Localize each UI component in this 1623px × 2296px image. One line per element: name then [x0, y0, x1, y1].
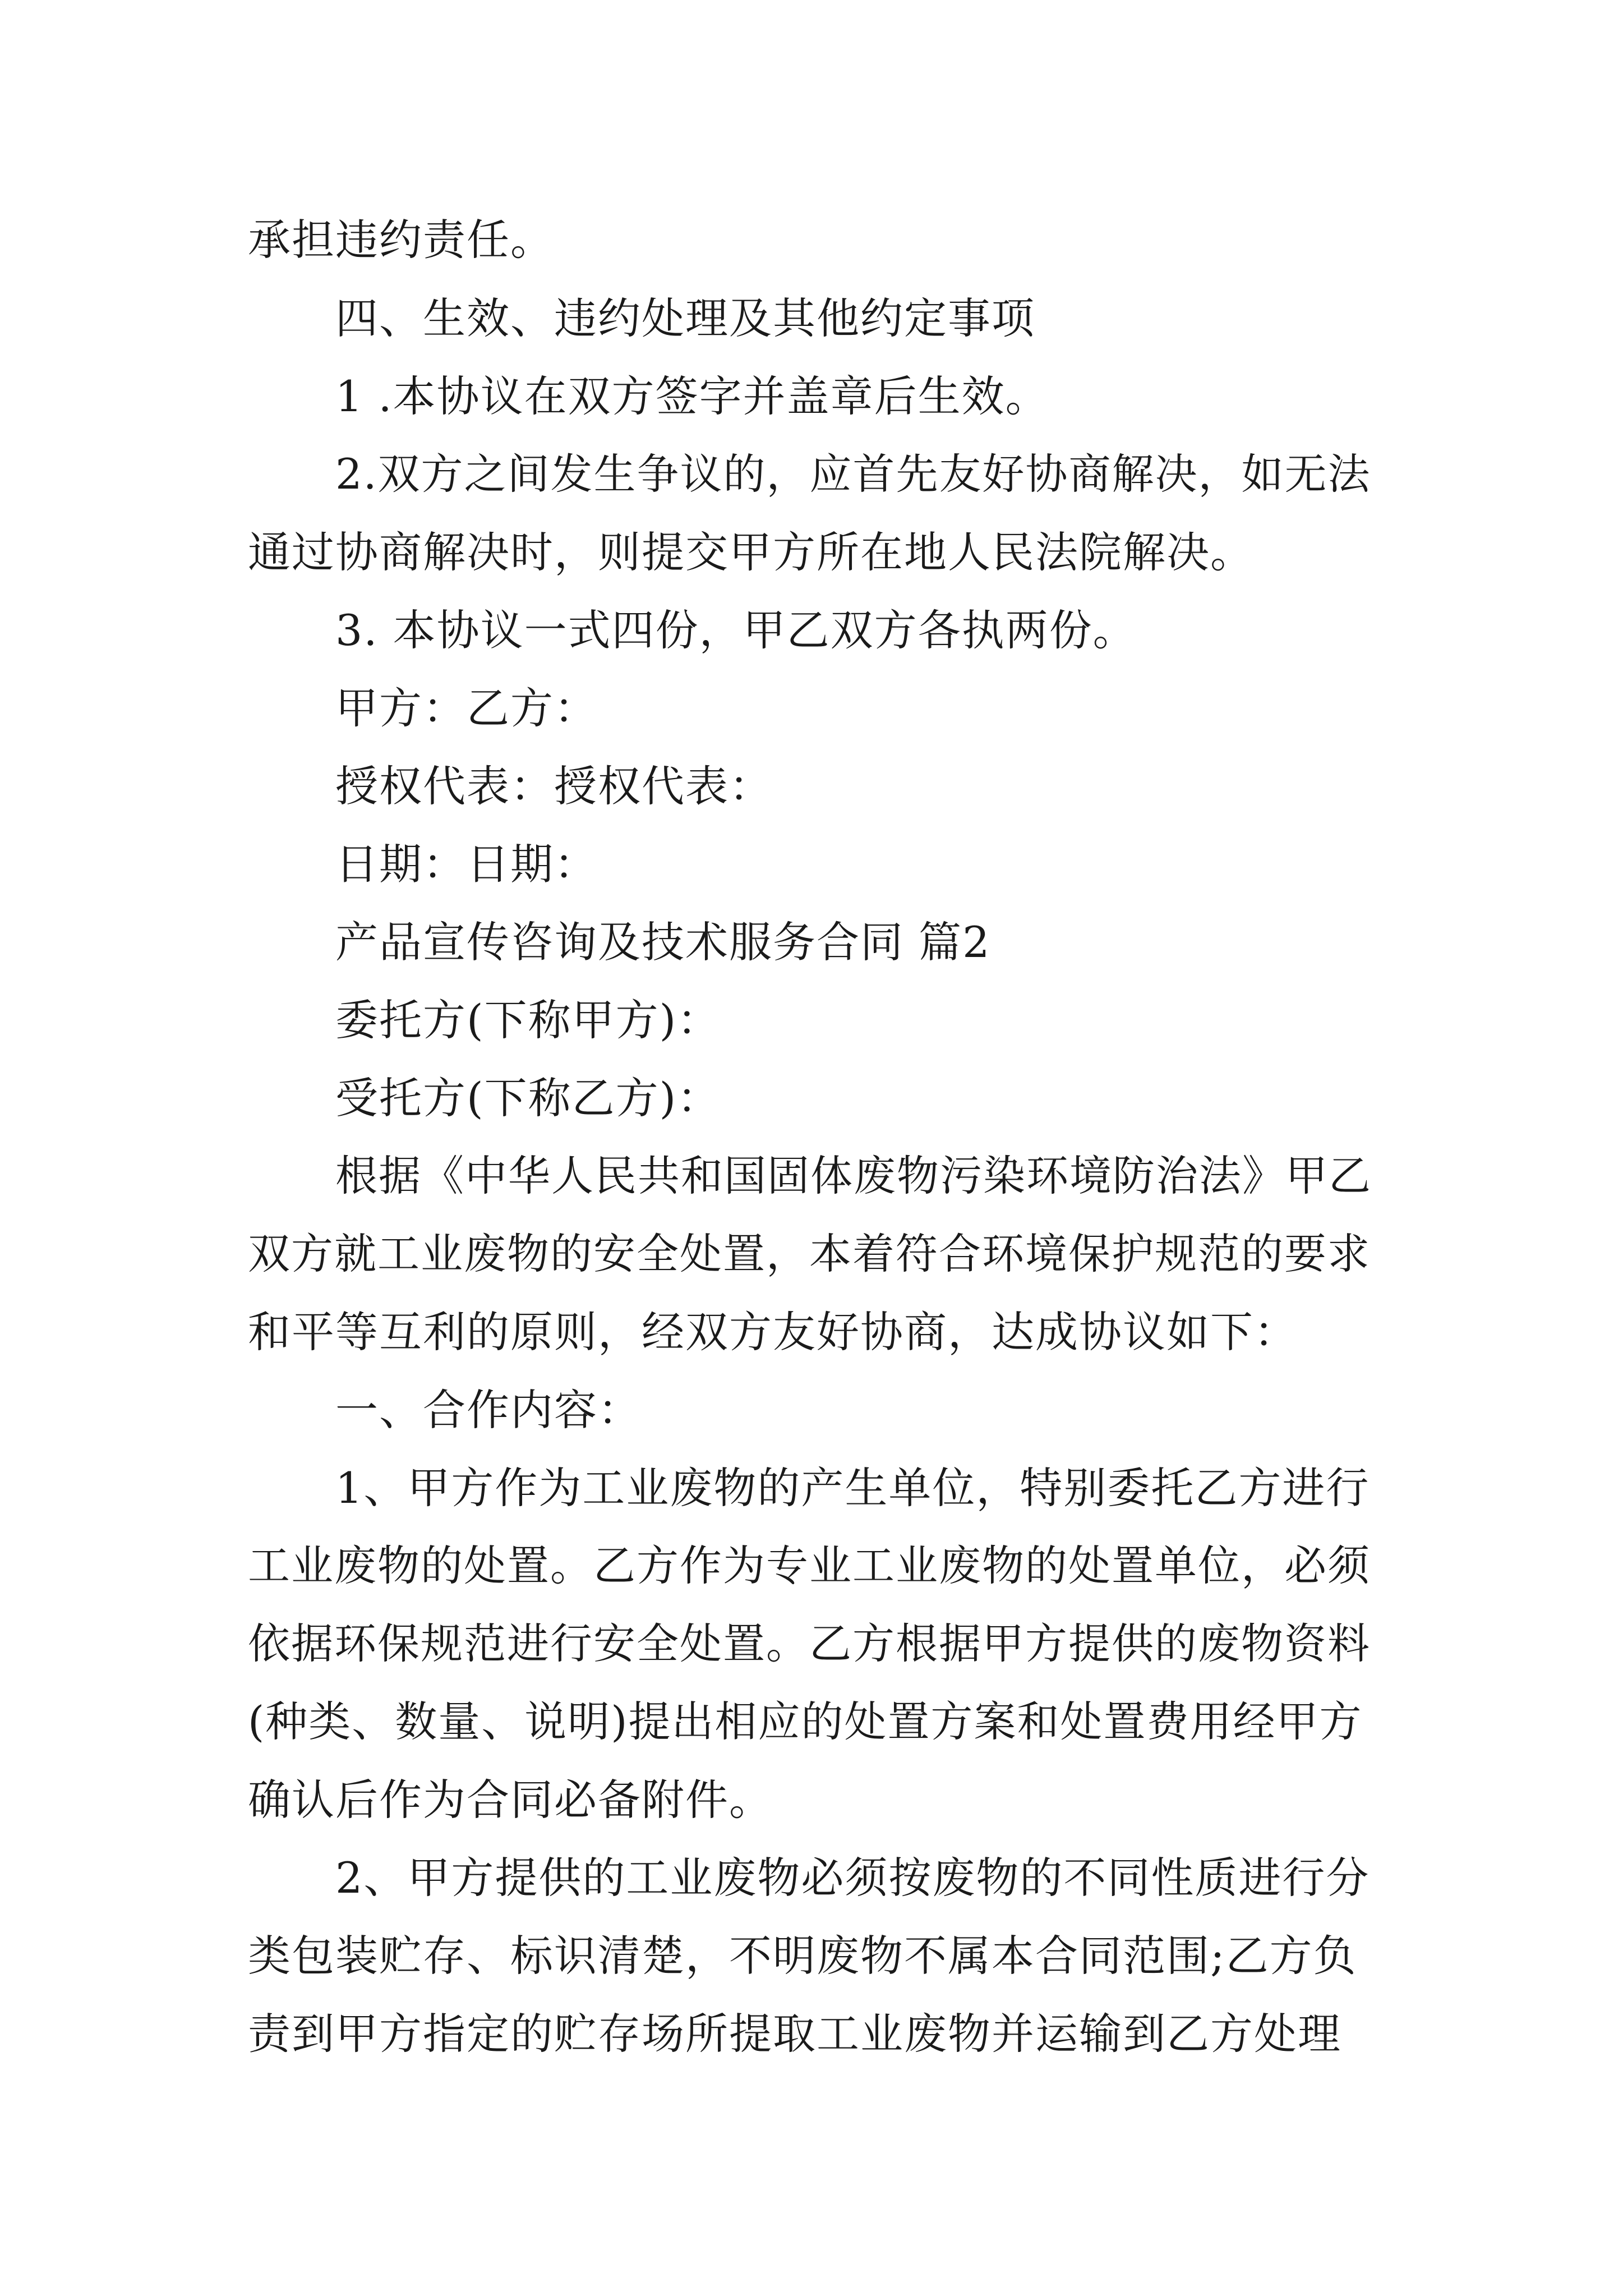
item-1-line-2: 工业废物的处置。乙方作为专业工业废物的处置单位，必须	[248, 1541, 1371, 1590]
item-1-line-5: 确认后作为合同必备附件。	[248, 1775, 773, 1825]
item-1-line-3: 依据环保规范进行安全处置。乙方根据甲方提供的废物资料	[248, 1619, 1371, 1668]
clause-1-effective: 1 .本协议在双方签字并盖章后生效。	[335, 371, 1049, 421]
contract-title-part-2: 产品宣传咨询及技术服务合同 篇2	[335, 917, 991, 967]
clause-2-dispute-line-2: 通过协商解决时，则提交甲方所在地人民法院解决。	[248, 527, 1254, 577]
text-line-continuation: 承担违约责任。	[248, 215, 554, 265]
item-2-line-1: 2、甲方提供的工业废物必须按废物的不同性质进行分	[335, 1853, 1370, 1903]
section-heading-effect-and-other-matters: 四、生效、违约处理及其他约定事项	[335, 293, 1035, 343]
clause-2-dispute-line-1: 2.双方之间发生争议的，应首先友好协商解决，如无法	[335, 449, 1371, 499]
item-2-line-2: 类包装贮存、标识清楚，不明废物不属本合同范围;乙方负	[248, 1931, 1357, 1981]
preamble-line-3: 和平等互利的原则，经双方友好协商，达成协议如下：	[248, 1307, 1298, 1357]
signature-parties: 甲方：乙方：	[335, 683, 598, 733]
signature-representatives: 授权代表：授权代表：	[335, 761, 773, 811]
preamble-line-2: 双方就工业废物的安全处置，本着符合环境保护规范的要求	[248, 1229, 1371, 1278]
item-1-line-4: (种类、数量、说明)提出相应的处置方案和处置费用经甲方	[248, 1697, 1363, 1746]
clause-3-copies: 3. 本协议一式四份，甲乙双方各执两份。	[335, 605, 1137, 655]
item-2-line-3: 责到甲方指定的贮存场所提取工业废物并运输到乙方处理	[248, 2009, 1341, 2059]
preamble-line-1: 根据《中华人民共和国固体废物污染环境防治法》甲乙	[335, 1151, 1372, 1200]
agent-party-label: 受托方(下称乙方)：	[335, 1073, 721, 1123]
principal-party-label: 委托方(下称甲方)：	[335, 995, 721, 1045]
section-heading-cooperation: 一、合作内容：	[335, 1385, 642, 1435]
signature-dates: 日期：日期：	[335, 839, 598, 889]
item-1-line-1: 1、甲方作为工业废物的产生单位，特别委托乙方进行	[335, 1463, 1370, 1513]
